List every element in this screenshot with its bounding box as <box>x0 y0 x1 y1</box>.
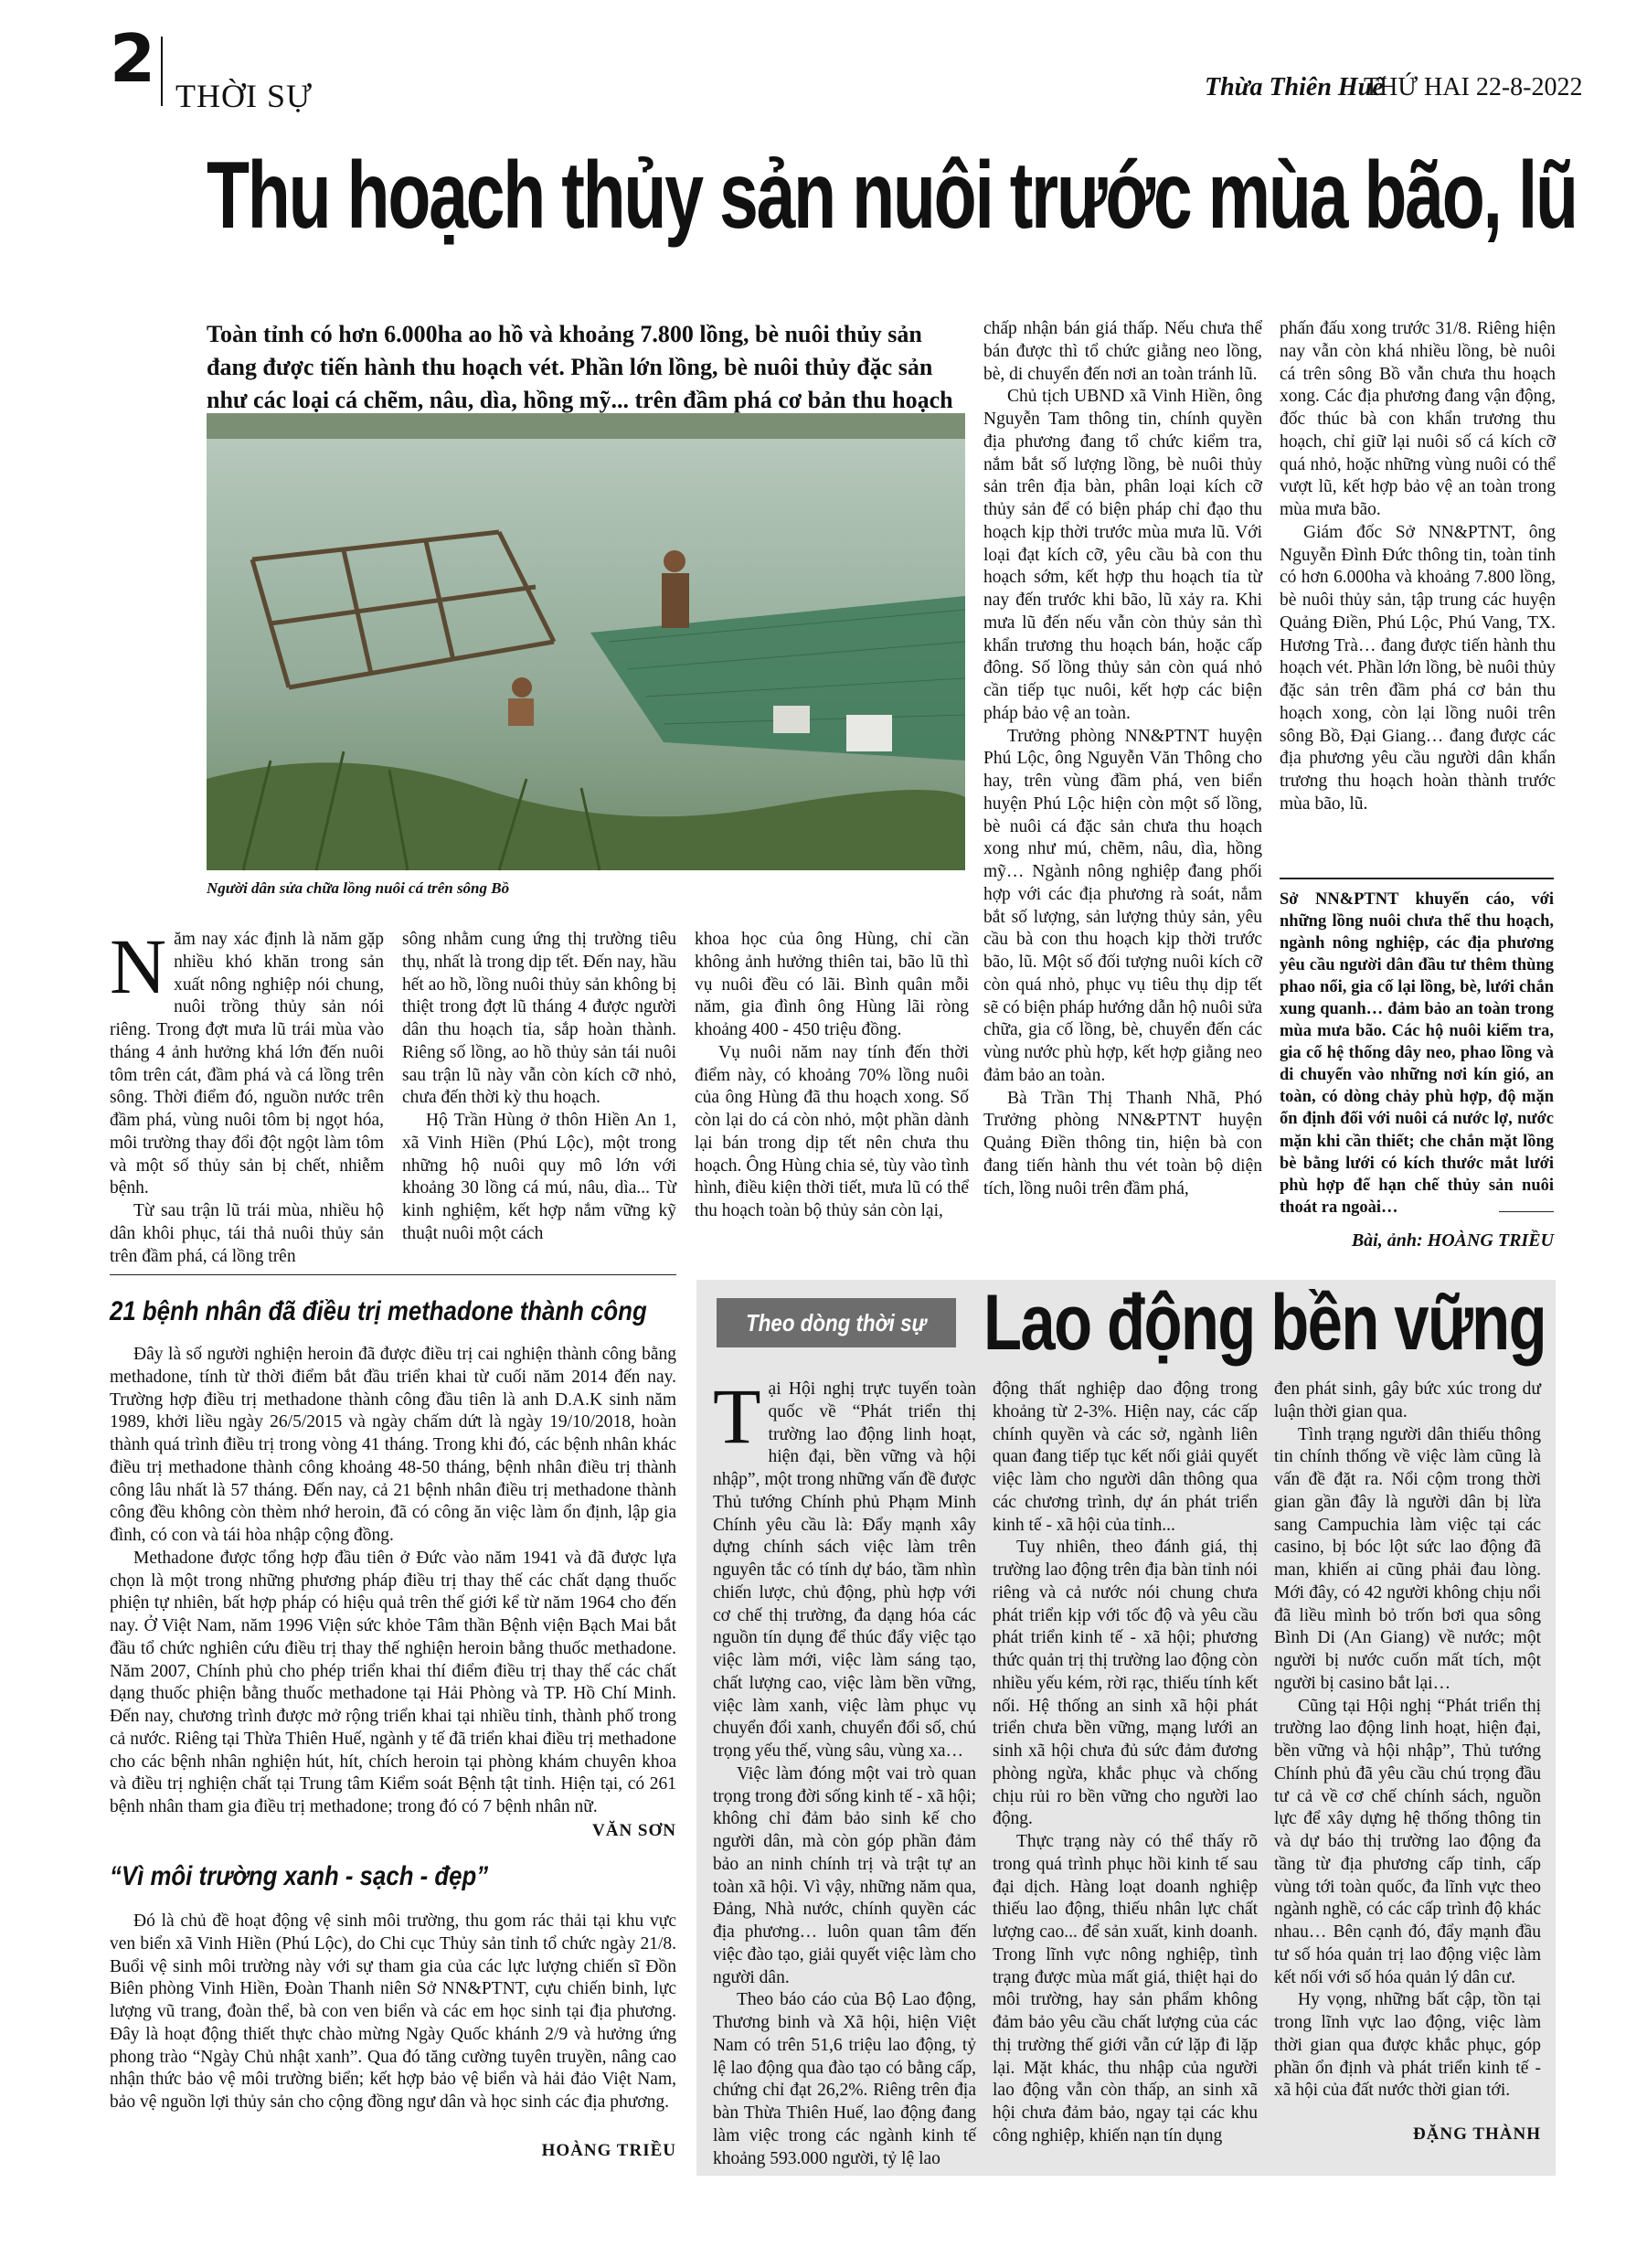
paragraph: Hy vọng, những bất cập, tồn tại trong lĩnh vực lao động, việc làm thời gian qua được khắc phục, góp phần ổn định và phát triển kinh tế - xã hội của đất nước thời gian tới. <box>1274 1990 1541 2101</box>
main-byline: Bài, ảnh: HOÀNG TRIỀU <box>1351 1230 1554 1251</box>
column-tag-label: Theo dòng thời sự <box>746 1308 927 1336</box>
labor-title: Lao động bền vững <box>983 1279 1546 1367</box>
main-lead: Toàn tỉnh có hơn 6.000ha ao hồ và khoảng 7.800 lồng, bè nuôi thủy sản đang được tiến hành thu hoạch vét. Phần lớn lồng, bè nuôi thủy đặc sản như các loại cá chẽm, nâu, dìa, hồng mỹ... trên đầm phá cơ bản thu hoạch <box>207 321 953 413</box>
labor-col-3 <box>1274 1379 1541 2110</box>
newspaper-name: Thừa Thiên Huế <box>1205 73 1384 101</box>
paragraph: khoa học của ông Hùng, chỉ cần không ảnh hưởng thiên tai, bão lũ thì vụ nuôi đều có lãi. Bình quân mỗi năm, gia đình ông Hùng lãi ròng khoảng 400 - 450 triệu đồng. <box>695 930 969 1039</box>
main-col-4 <box>983 318 1262 1260</box>
paragraph: Tình trạng người dân thiếu thông tin chính thống về việc làm cũng là vấn đề đặt ra. Nổi cộm trong thời gian gần đây là người dân bị lừa sang Campuchia làm việc tại các casino, bị bóc lột sức lao động đã man, khiến ai cũng phải đau lòng. Mới đây, có 42 người không chịu nổi đã liều mình bỏ trốn bơi qua sông Bình Di (An Giang) về nước; một người bị nước cuốn mất tích, một người bị casino bắt lại… <box>1274 1424 1541 1693</box>
paragraph: chấp nhận bán giá thấp. Nếu chưa thể bán được thì tổ chức giằng neo lồng, bè, di chuyển đến nơi an toàn tránh lũ. <box>983 319 1262 384</box>
paragraph: Từ sau trận lũ trái mùa, nhiều hộ dân khôi phục, tái thả nuôi thủy sản trên đầm phá, cá lồng trên <box>110 1201 384 1266</box>
paragraph: đen phát sinh, gây bức xúc trong dư luận thời gian qua. <box>1274 1379 1541 1421</box>
methadone-title: 21 bệnh nhân đã điều trị methadone thành công <box>110 1296 647 1326</box>
environment-title: “Vì môi trường xanh - sạch - đẹp” <box>110 1861 489 1891</box>
paragraph: ại Hội nghị trực tuyến toàn quốc về “Phát triển thị trường lao động linh hoạt, hiện đại, bền vững và hội nhập”, một trong những vấn đề được Thủ tướng Chính phủ Phạm Minh Chính yêu cầu là: Đẩy mạnh xây dựng chính sách việc làm trên nguyên tắc có tính dự báo, tầm nhìn chiến lược, chủ động, phù hợp với cơ chế thị trường, đa dạng hóa các nguồn tín dụng để thúc đẩy việc tạo việc làm mới, việc làm sáng tạo, chất lượng cao, việc làm bền vững, việc làm xanh, việc làm phục vụ chuyển đổi xanh, chuyển đổi số, chú trọng yếu thế, vùng sâu, vùng xa… <box>713 1379 976 1761</box>
paragraph: Đây là số người nghiện heroin đã được điều trị cai nghiện thành công bằng methadone, tính từ thời điểm bắt đầu triển khai từ cuối năm 2014 đến nay. Trường hợp điều trị methadone thành công đầu tiên là anh D.A.K sinh năm 1989, khởi liều ngày 26/5/2015 và ngày chấm dứt là ngày 19/10/2018, hoàn thành quá trình điều trị trong vòng 41 tháng. Trong khi đó, các bệnh nhân khác điều trị methadone thành công khoảng 48-50 tháng, bệnh nhân điều trị thành công lâu nhất là 57 tháng. Đến nay, cả 21 bệnh nhân điều trị methadone thành công đều không còn thèm nhớ heroin, đã có công ăn việc làm ổn định, lập gia đình, có con và tái hòa nhập cộng đồng. <box>110 1345 676 1545</box>
dropcap-n: N <box>110 922 167 1010</box>
main-photo <box>207 413 965 870</box>
paragraph: Việc làm đóng một vai trò quan trọng trong đời sống kinh tế - xã hội; không chỉ đảm bảo sinh kế cho người dân, mà còn góp phần đảm bảo an ninh chính trị và trật tự an toàn xã hội. Vì vậy, những năm qua, Đảng, Nhà nước, chính quyền các địa phương… luôn quan tâm đến việc đào tạo, giải quyết việc làm cho người dân. <box>713 1763 976 1987</box>
paragraph: Thực trạng này có thể thấy rõ trong quá trình phục hồi kinh tế sau đại dịch. Hàng loạt doanh nghiệp thiếu lao động, thiếu nhân lực chất lượng cao... để sản xuất, kinh doanh. Trong lĩnh vực nông nghiệp, tình trạng được mùa mất giá, thiệt hại do môi trường, hay sản phẩm không đảm bảo yêu cầu chất lượng của các thị trường thế giới vẫn cứ lặp đi lặp lại. Mặt khác, thu nhập của người lao động vẫn còn thấp, an sinh xã hội chưa đảm bảo, ngay tại các khu công nghiệp, khiến nạn tín dụng <box>993 1832 1258 2146</box>
column-tag <box>717 1298 956 1347</box>
byline-rule <box>1499 1211 1554 1212</box>
page-number: 2 <box>110 20 156 97</box>
recommendation-note: Sở NN&PTNT khuyến cáo, với những lồng nuôi chưa thể thu hoạch, ngành nông nghiệp, các địa phương yêu cầu người dân đầu tư thêm thùng phao nổi, gia cố lại lồng, bè, lưới chắn xung quanh… đảm bảo an toàn trong mùa mưa bão. Các hộ nuôi kiểm tra, gia cố hệ thống dây neo, phao lồng và di chuyển vào những nơi kín gió, an toàn, có dòng chảy phù hợp, độ mặn ổn định đối với nuôi cá nước lợ, nước mặn khi cần thiết; che chắn mặt lồng bè bằng lưới có kích thước mắt lưới phù hợp để hạn chế thủy sản nuôi thoát ra ngoài… <box>1280 890 1554 1217</box>
paragraph: động thất nghiệp dao động trong khoảng từ 2-3%. Hiện nay, các cấp chính quyền và các sở, ngành liên quan đang tiếp tục kết nối giải quyết việc làm cho người dân thông qua các chương trình, dự án phát triển kinh tế - xã hội của tỉnh... <box>993 1379 1258 1535</box>
paragraph: Chủ tịch UBND xã Vinh Hiền, ông Nguyễn Tam thông tin, chính quyền địa phương đang tổ chức kiểm tra, nắm bắt số lượng lồng, bè nuôi thủy sản trên địa bàn, phân loại kích cỡ thủy sản để có biện pháp chỉ đạo thu hoạch kịp thời trước mùa mưa lũ. Với loại đạt kích cỡ, yêu cầu bà con thu hoạch sớm, kết hợp thu hoạch tỉa từ nay đến trước khi bão, lũ xảy ra. Khi mưa lũ đến nếu vẫn còn thủy sản thì khẩn trương thu hoạch bán, hoặc cấp đông. Số lồng thủy sản còn quá nhỏ cần tiếp tục nuôi, kết hợp các biện pháp bảo vệ an toàn. <box>983 387 1262 723</box>
recommendation-rule <box>1280 878 1554 879</box>
environment-body <box>110 1911 676 2130</box>
dropcap-t: T <box>713 1372 761 1460</box>
paragraph: Theo báo cáo của Bộ Lao động, Thương binh và Xã hội, hiện Việt Nam có trên 51,6 triệu lao động, tỷ lệ lao động qua đào tạo có bằng cấp, chứng chỉ đạt 26,2%. Riêng trên địa bàn Thừa Thiên Huế, lao động đang làm việc trong các ngành kinh tế khoảng 593.000 người, tỷ lệ lao <box>713 1990 976 2168</box>
main-headline: Thu hoạch thủy sản nuôi trước mùa bão, lũ <box>207 143 1577 249</box>
paragraph: Vụ nuôi năm nay tính đến thời điểm này, có khoảng 70% lồng nuôi của ông Hùng đã thu hoạch xong. Số còn lại do cá còn nhỏ, một phần dành lại bán trong dịp tết nên chưa thu hoạch. Ông Hùng chia sẻ, tùy vào tình hình, điều kiện thời tiết, mưa lũ có thể thu hoạch toàn bộ thủy sản còn lại, <box>695 1042 969 1220</box>
issue-date: THỨ HAI 22-8-2022 <box>1364 73 1583 101</box>
paragraph: sông nhằm cung ứng thị trường tiêu thụ, nhất là trong dịp tết. Đến nay, hầu hết ao hồ, lồng nuôi thủy sản không bị thiệt trong đợt lũ tháng 4 được người dân thu hoạch tỉa, sắp hoàn thành. Riêng số lồng, ao hồ thủy sản tái nuôi sau trận lũ này vẫn còn kích cỡ nhỏ, chưa đến thời kỳ thu hoạch. <box>402 930 676 1108</box>
header-divider <box>161 37 163 106</box>
fish-cage-photo <box>207 413 965 870</box>
section-divider <box>110 1274 676 1275</box>
main-col-3 <box>695 929 969 1258</box>
main-col-5 <box>1280 318 1556 867</box>
paragraph: phấn đấu xong trước 31/8. Riêng hiện nay vẫn còn khá nhiều lồng, bè nuôi cá trên sông Bồ vẫn chưa thu hoạch xong. Các địa phương đang vận động, đốc thúc bà con khẩn trương thu hoạch, chỉ giữ lại nuôi số cá kích cỡ quá nhỏ, hoặc những vùng nuôi có thể vượt lũ, kết hợp bảo vệ an toàn trong mùa mưa bão. <box>1280 319 1556 519</box>
labor-byline: ĐẶNG THÀNH <box>1412 2124 1541 2144</box>
environment-byline: HOÀNG TRIỀU <box>541 2141 676 2160</box>
main-col-1 <box>110 922 384 1266</box>
labor-col-1 <box>713 1372 976 2168</box>
paragraph: Methadone được tổng hợp đầu tiên ở Đức vào năm 1941 và đã được lựa chọn là một trong những phương pháp điều trị thay thế các chất dạng thuốc phiện tự nhiên, bất hợp pháp có hiệu quả trên thế giới kể từ năm 1964 cho đến nay. Ở Việt Nam, năm 1996 Viện sức khỏe Tâm thần Bệnh viện Bạch Mai bắt đầu tổ chức nghiên cứu điều trị thay thế nghiện heroin bằng thuốc methadone. Năm 2007, Chính phủ cho phép triển khai thí điểm điều trị thay thế các chất dạng thuốc phiện bằng thuốc methadone tại Hải Phòng và TP. Hồ Chí Minh. Đến nay, chương trình được mở rộng triển khai tại nhiều tỉnh, thành phố trong cả nước. Riêng tại Thừa Thiên Huế, ngành y tế đã triển khai điều trị methadone cho các bệnh nhân nghiện hút, hít, chích heroin tại phòng khám chuyên khoa và điều trị nghiện chất tại Trung tâm Kiểm soát Bệnh tật tỉnh. Hiện tại, có 261 bệnh nhân tham gia điều trị methadone; trong đó có 7 bệnh nhân nữ. <box>110 1548 676 1816</box>
paragraph: Trưởng phòng NN&PTNT huyện Phú Lộc, ông Nguyễn Văn Thông cho hay, trên vùng đầm phá, ven biển huyện Phú Lộc hiện còn một số lồng, bè nuôi cá đặc sản chưa thu hoạch xong như mú, chẽm, nâu, dìa, hồng mỹ… Ngành nông nghiệp đang phối hợp với các địa phương rà soát, nắm bắt số lượng, sản lượng thủy sản, yêu cầu bà con thu hoạch kịp thời trước bão, lũ. Một số đối tượng nuôi kích cỡ còn quá nhỏ, phục vụ tiêu thụ dịp tết sẽ có biện pháp hướng dẫn hộ nuôi sửa chữa, gia cố lồng, bè, chuyển đến các vùng nước phù hợp, kết hợp giằng neo đảm bảo an toàn. <box>983 726 1262 1085</box>
paragraph: Tuy nhiên, theo đánh giá, thị trường lao động trên địa bàn tỉnh nói riêng và cả nước nói chung chưa phát triển kịp với tốc độ và yêu cầu phát triển kinh tế - xã hội; phương thức quản trị thị trường lao động còn nhiều yếu kém, rời rạc, thiếu tính kết nối. Hệ thống an sinh xã hội phát triển chưa bền vững, mạng lưới an sinh xã hội chưa đủ sức đảm đương phòng ngừa, khắc phục và chống chịu rủi ro bền vững cho người lao động. <box>993 1538 1258 1829</box>
paragraph: Hộ Trần Hùng ở thôn Hiền An 1, xã Vinh Hiền (Phú Lộc), một trong những hộ nuôi quy mô lớn với khoảng 30 lồng cá mú, nâu, dìa... Từ kinh nghiệm, kết hợp nắm vững kỹ thuật nuôi một cách <box>402 1111 676 1243</box>
paragraph: Đó là chủ đề hoạt động vệ sinh môi trường, thu gom rác thải tại khu vực ven biển xã Vinh Hiền (Phú Lộc), do Chi cục Thủy sản tỉnh tổ chức ngày 21/8. Buổi vệ sinh môi trường này với sự tham gia của các lực lượng chiến sĩ Đồn Biên phòng Vinh Hiền, Đoàn Thanh niên Sở NN&PTNT, cựu chiến binh, lực lượng vũ trang, đoàn thể, bà con ven biển và các em học sinh tại địa phương. Đây là hoạt động thiết thực chào mừng Ngày Quốc khánh 2/9 và hưởng ứng phong trào “Ngày Chủ nhật xanh”. Qua đó tăng cường tuyên truyền, nâng cao nhận thức bảo vệ môi trường biển; kết hợp bảo vệ biển và hải đảo Việt Nam, bảo vệ nguồn lợi thủy sản cho cộng đồng ngư dân và học sinh các địa phương. <box>110 1911 676 2112</box>
paragraph: ăm nay xác định là năm gặp nhiều khó khăn trong sản xuất nông nghiệp nói chung, nuôi trồng thủy sản nói riêng. Trong đợt mưa lũ trái mùa vào tháng 4 ảnh hưởng khá lớn đến nuôi tôm trên cát, đầm phá và cá lồng trên sông. Thời điểm đó, nguồn nước trên đầm phá, vùng nuôi tôm bị ngọt hóa, môi trường thay đổi đột ngột làm tôm và một số thủy sản bị chết, nhiễm bệnh. <box>110 930 384 1198</box>
paragraph: Giám đốc Sở NN&PTNT, ông Nguyễn Đình Đức thông tin, toàn tỉnh có hơn 6.000ha và khoảng 7.800 lồng, bè nuôi thủy sản, tập trung các huyện Quảng Điền, Phú Lộc, Phú Vang, TX. Hương Trà… đang được tiến hành thu hoạch vét. Phần lớn lồng, bè nuôi thủy đặc sản trên đầm phá cơ bản thu hoạch xong, còn lại lồng nuôi trên sông Bồ, Đại Giang… đang được các địa phương yêu cầu người dân khẩn trương thu hoạch hoàn thành trước mùa bão, lũ. <box>1280 522 1556 814</box>
paragraph: Bà Trần Thị Thanh Nhã, Phó Trưởng phòng NN&PTNT huyện Quảng Điền thông tin, hiện bà con đang tiến hành thu vét toàn bộ diện tích, lồng nuôi trên đầm phá, <box>983 1088 1262 1198</box>
methadone-byline: VĂN SƠN <box>592 1821 676 1840</box>
photo-caption: Người dân sửa chữa lồng nuôi cá trên sông Bồ <box>207 879 510 897</box>
methadone-body <box>110 1344 676 1816</box>
section-name: THỜI SỰ <box>175 78 313 114</box>
labor-col-2 <box>993 1379 1258 2156</box>
paragraph: Cũng tại Hội nghị “Phát triển thị trường lao động linh hoạt, hiện đại, bền vững và hội nhập”, Thủ tướng Chính phủ đã yêu cầu chú trọng đầu tư cả về cơ chế chính sách, nguồn lực để xây dựng hệ thống thông tin và dự báo thị trường lao động đa tầng từ địa phương cấp tỉnh, cấp vùng tới toàn quốc, đa lĩnh vực theo ngành nghề, có các cấp trình độ khác nhau… Bên cạnh đó, đẩy mạnh đầu tư số hóa quản trị lao động việc làm kết nối với số hóa quản lý dân cư. <box>1274 1696 1541 1987</box>
main-col-2 <box>402 929 676 1258</box>
